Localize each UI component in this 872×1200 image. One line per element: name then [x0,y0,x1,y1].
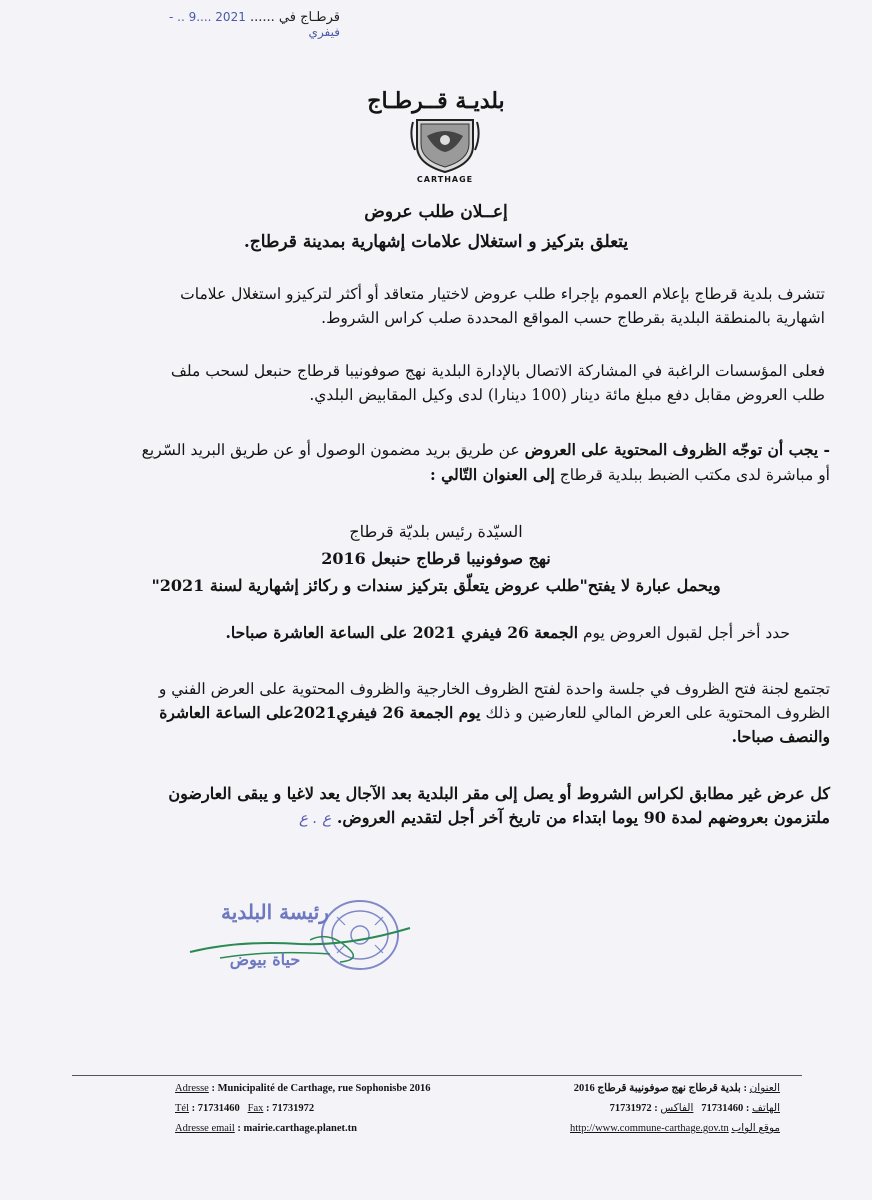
date-prefix: قرطـاج في ...... [249,10,340,25]
footer-ar-website-label: موقع الواب [731,1123,780,1134]
municipality-title: بلديـة قــرطـاج [367,88,505,114]
paragraph-submission [140,438,830,487]
footer-ar-address-value: : بلدية قرطاج نهج صوفونيبة قرطاج 2016 [573,1083,747,1094]
footer-ar-phone [495,1099,780,1119]
footer-ar-fax-label: الفاكس [660,1103,694,1114]
opening-text: تجتمع لجنة فتح الظروف في جلسة واحدة لفتح الظروف الخارجية والظروف المحتوية على العرض الفني و الظروف المحتوية على العرض المالي للعارضين و ذلك [158,680,830,722]
footer-email-label: Adresse email [175,1123,235,1134]
announcement-subtitle: يتعلق بتركيز و استغلال علامات إشهارية بمدينة قرطاج. [243,232,629,252]
footer-address-value: : Municipalité de Carthage, rue Sophonisbe 2016 [211,1083,431,1094]
handwritten-initials: ع . ع [299,809,332,827]
submission-bold-2: إلى العنوان التّالي : [430,464,555,484]
footer-fax-label: Fax [247,1103,264,1114]
date-line [140,10,340,40]
footer-ar-address [495,1079,780,1099]
deadline-text: حدد أخر أجل لقبول العروض يوم [578,624,790,642]
paragraph-conditions [140,782,830,830]
paragraph-opening-session [140,677,830,749]
paragraph-deadline [140,620,790,646]
deadline-bold: الجمعة 26 فيفري 2021 على الساعة العاشرة صباحا. [225,623,579,642]
date-value: 2021 ....9 .. - فيفري [168,10,340,39]
signature-scribble-icon [180,910,420,980]
announcement-title: إعــلان طلب عروض [364,202,508,222]
footer-arabic [495,1079,780,1139]
footer-ar-address-label: العنوان [749,1083,780,1094]
recipient-address [0,518,872,599]
carthage-coat-of-arms-icon [405,116,485,184]
footer-ar-phone-label: الهاتف [752,1103,780,1114]
footer-email [175,1119,475,1139]
footer-ar-fax-value: : 71731972 [609,1103,658,1114]
opening-bold: يوم الجمعة 26 فيفري2021على الساعة العاشرة والنصف صباحا. [159,703,830,746]
signature-title: رئيسة البلدية [221,900,329,924]
conditions-text: كل عرض غير مطابق لكراس الشروط أو يصل إلى مقر البلدية بعد الآجال يعد لاغيا و يبقى العارضون ملتزمون بعروضهم لمدة 90 يوما ابتداء من تاريخ آخر أجل لتقديم العروض. [168,784,830,827]
footer-ar-website [495,1119,780,1139]
address-line-3: ويحمل عبارة لا يفتح"طلب عروض يتعلّق بتركيز سندات و ركائز إشهارية لسنة 2021" [151,576,721,595]
address-line-2: نهج صوفونيبا قرطاج حنبعل 2016 [321,549,551,568]
logo-text: CARTHAGE [416,175,474,184]
footer-phone [175,1099,475,1119]
footer-tel-label: Tél [175,1103,189,1114]
footer-address-label: Adresse [175,1083,209,1094]
footer-fax-value: : 71731972 [266,1103,315,1114]
submission-text: عن طريق بريد مضمون الوصول أو عن طريق البريد السّريع أو مباشرة لدى مكتب الضبط ببلدية قرطاج [141,441,830,484]
footer-email-value: : mairie.carthage.planet.tn [237,1123,357,1134]
footer-tel-value: : 71731460 [191,1103,240,1114]
paragraph-intro: تتشرف بلدية قرطاج بإعلام العموم بإجراء طلب عروض لاختيار متعاقد أو أكثر لتركيزو استغلال علامات اشهارية بالمنطقة البلدية بقرطاج حسب المواقع المحددة صلب كراس الشروط. [180,285,825,327]
signature-name: حياة بيوض [229,950,301,969]
footer-address [175,1079,475,1099]
paragraph-participation: فعلى المؤسسات الراغبة في المشاركة الاتصال بالإدارة البلدية نهج صوفونيبا قرطاج حنبعل لسحب ملف طلب العروض مقابل دفع مبلغ مائة دينار (100 دينارا) لدى وكيل المقابيض البلدي. [170,362,825,404]
footer-french [175,1079,475,1139]
footer-website-link[interactable]: http://www.commune-carthage.gov.tn [570,1123,729,1134]
footer-divider [72,1075,802,1076]
footer-ar-phone-value: : 71731460 [701,1103,750,1114]
address-line-1: السيّدة رئيس بلديّة قرطاج [349,522,523,541]
submission-bold-1: - يجب أن توجّه الظروف المحتوية على العروض [524,440,830,459]
